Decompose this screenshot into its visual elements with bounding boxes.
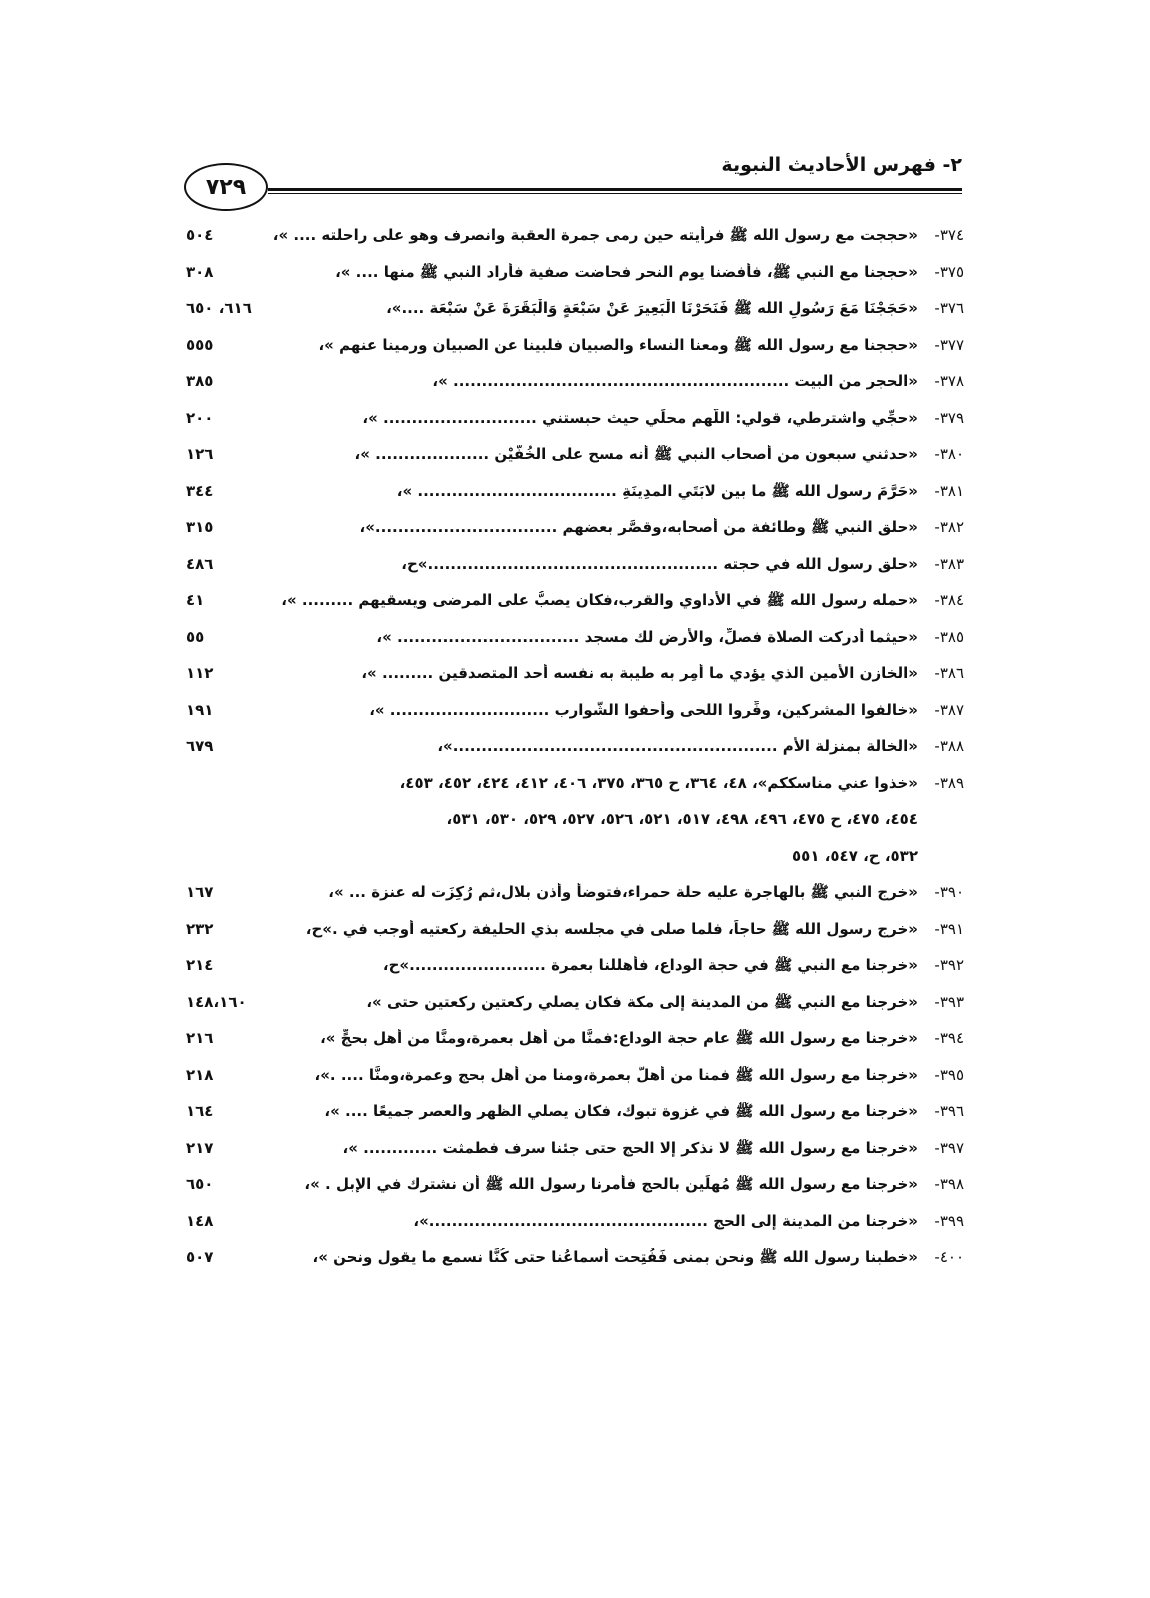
entry-number: ٣٩٦- — [934, 1102, 964, 1120]
section-title: ٢- فهرس الأحاديث النبوية — [721, 154, 962, 176]
entry-page-ref: ٢٣٢ — [186, 919, 214, 938]
entry-page-ref: ٢١٧ — [186, 1138, 214, 1157]
entry-number: ٣٨٩- — [934, 773, 964, 792]
entry-number: ٣٩٩- — [934, 1211, 964, 1230]
entry-page-ref: ١٦٧ — [186, 883, 214, 901]
entry-text: «حججنا مع النبي ﷺ، فأفضنا يوم النحر فحاضت صفية فأراد النبي ﷺ منها .... »، — [335, 262, 918, 281]
entry-number: ٣٨١- — [934, 481, 964, 500]
entry-page-ref: ١٩١ — [186, 700, 214, 719]
index-entry — [186, 993, 964, 1030]
entry-text: «الخازن الأمين الذي يؤدي ما أُمِر به طيبة به نفسه أحد المتصدقين ......... »، — [361, 664, 918, 682]
entry-page-ref: ٥٠٧ — [186, 1248, 214, 1266]
entry-text: «خرجنا مع رسول الله ﷺ عام حجة الوداع:فمنَّا من أهل بعمرة،ومنَّا من أهل بحجٍّ »، — [320, 1029, 918, 1047]
header-rule-thin — [268, 193, 962, 194]
entry-number: ٣٩٥- — [934, 1065, 964, 1084]
entry-page-ref: ٣٠٨ — [186, 262, 214, 281]
entry-text: «حَرَّمَ رسول الله ﷺ ما بين لابَتَي المدِينَةِ ................................... »، — [396, 481, 918, 500]
entry-page-ref: ١١٢ — [186, 664, 214, 682]
entry-number: ٣٩٧- — [934, 1138, 964, 1157]
entry-number: ٣٩٢- — [934, 956, 964, 974]
header-rule — [268, 188, 962, 191]
entry-text: «خرجنا مع رسول الله ﷺ مُهلِّين بالحج فأمرنا رسول الله ﷺ أن نشترك في الإبل . »، — [304, 1175, 918, 1193]
entry-number: ٣٨٠- — [934, 445, 964, 463]
entry-number: ٣٧٩- — [934, 408, 964, 427]
entry-text: «الحجر من البيت ........................................................... »، — [432, 372, 918, 390]
entry-text: «خرجنا مع النبي ﷺ من المدينة إلى مكة فكان يصلي ركعتين ركعتين حتى »، — [366, 992, 918, 1011]
entry-number: ٣٧٤- — [934, 226, 964, 244]
index-entry — [186, 701, 964, 738]
entry-page-ref: ٢٠٠ — [186, 408, 214, 427]
entry-text: «حججنا مع رسول الله ﷺ ومعنا النساء والصبيان فلبينا عن الصبيان ورمينا عنهم »، — [318, 335, 918, 354]
entry-text: «حمله رسول الله ﷺ في الأداوي والقرب،فكان يصبُّ على المرضى ويسقيهم ......... »، — [281, 591, 918, 609]
index-entry — [186, 1066, 964, 1103]
entry-text: «الخالة بمنزلة الأم .........................................................»، — [437, 737, 918, 755]
index-entry — [186, 628, 964, 665]
entry-number: ٣٩٣- — [934, 992, 964, 1011]
entry-text: «خرجنا مع رسول الله ﷺ لا نذكر إلا الحج حتى جئنا سرف فطمثت ............. »، — [342, 1138, 918, 1157]
entry-page-ref: ٣١٥ — [186, 518, 214, 536]
index-entry — [186, 409, 964, 446]
entry-page-ref: ٢١٦ — [186, 1029, 214, 1047]
index-entry — [186, 883, 964, 920]
entry-text-line1: «خذوا عني مناسككم»، ٤٨، ٣٦٤، ح ٣٦٥، ٣٧٥، ٤٠٦، ٤١٢، ٤٢٤، ٤٥٢، ٤٥٣، — [399, 773, 918, 792]
entry-page-ref: ٥٥٥ — [186, 335, 214, 354]
index-entry — [186, 445, 964, 482]
index-entry — [186, 555, 964, 592]
entry-page-ref: ٤٨٦ — [186, 554, 214, 573]
index-entry — [186, 1212, 964, 1249]
index-entry — [186, 956, 964, 993]
entry-page-ref: ٤١ — [186, 591, 205, 609]
index-entry — [186, 263, 964, 300]
entry-number: ٣٨٦- — [934, 664, 964, 682]
entry-number: ٣٨٨- — [934, 737, 964, 755]
index-entry — [186, 518, 964, 555]
entry-page-ref: ٥٠٤ — [186, 226, 214, 244]
index-entry — [186, 336, 964, 373]
entry-number: ٤٠٠- — [934, 1248, 964, 1266]
entry-text: «خرجنا من المدينة إلى الحج .................................................»، — [413, 1211, 918, 1230]
entry-text: «خالفوا المشركين، وفِّروا اللحى وأحفوا الشَّوارب ............................ »، — [369, 700, 918, 719]
entry-text: «خرجنا مع رسول الله ﷺ في غزوة تبوك، فكان يصلي الظهر والعصر جميعًا .... »، — [324, 1102, 918, 1120]
entry-text: «خرج رسول الله ﷺ حاجاً، فلما صلى في مجلسه بذي الحليفة ركعتيه أوجب في .»ح، — [305, 919, 918, 938]
entry-text: «حَجَجْنَا مَعَ رَسُولِ الله ﷺ فَنَحَرْنَا الْبَعِيرَ عَنْ سَبْعَةٍ وَالْبَقَرَةَ عَنْ سَبْعَة ....»، — [386, 299, 918, 317]
entry-number: ٣٧٧- — [934, 335, 964, 354]
index-entry — [186, 920, 964, 957]
index-entry — [186, 591, 964, 628]
entry-text: «حلق النبي ﷺ وطائفة من أصحابه،وقصَّر بعضهم ................................»، — [359, 518, 918, 536]
entry-text: «حجِّي واشترطي، قولي: اللَّهم محلِّي حيث حبستني ........................... »، — [362, 408, 918, 427]
index-entry — [186, 1139, 964, 1176]
index-entry — [186, 372, 964, 409]
entry-number: ٣٧٥- — [934, 262, 964, 281]
index-entry — [186, 1029, 964, 1066]
entry-text-line3: ٥٣٢، ح، ٥٤٧، ٥٥١ — [792, 846, 918, 865]
entry-page-ref: ٢١٤ — [186, 956, 214, 974]
entry-text: «خرجنا مع النبي ﷺ في حجة الوداع، فأهللنا بعمرة ........................»ح، — [382, 956, 918, 974]
entry-page-ref: ٦١٦، ٦٥٠ — [186, 299, 252, 317]
index-entry — [186, 482, 964, 519]
entry-text: «حلق رسول الله في حجته ...................................................»ح، — [401, 554, 918, 573]
entry-page-ref: ٣٨٥ — [186, 372, 214, 390]
entry-number: ٣٩٤- — [934, 1029, 964, 1047]
entry-page-ref: ٥٥ — [186, 627, 205, 646]
entry-page-ref: ١٦٤ — [186, 1102, 214, 1120]
entry-page-ref: ١٤٨ — [186, 1211, 214, 1230]
entry-number: ٣٧٦- — [934, 299, 964, 317]
page-number-badge: ٧٢٩ — [184, 163, 268, 211]
index-entry — [186, 664, 964, 701]
entry-text: «خرجنا مع رسول الله ﷺ فمنا من أهلَّ بعمرة،ومنا من أهل بحج وعمرة،ومنَّا .... .»، — [314, 1065, 918, 1084]
entry-page-ref: ٢١٨ — [186, 1065, 214, 1084]
entry-number: ٣٩١- — [934, 919, 964, 938]
entry-number: ٣٩٠- — [934, 883, 964, 901]
index-entry — [186, 1102, 964, 1139]
entry-page-ref: ٣٤٤ — [186, 481, 214, 500]
entry-text: «حيثما أدركت الصلاة فصلِّ، والأرض لك مسجد ................................ »، — [376, 627, 918, 646]
entry-number: ٣٨٥- — [934, 627, 964, 646]
entry-text: «خطبنا رسول الله ﷺ ونحن بمنى فَفُتِحت أسماعُنا حتى كُنَّا نسمع ما يقول ونحن »، — [312, 1248, 918, 1266]
entry-number: ٣٨٤- — [934, 591, 964, 609]
index-entry-multiline — [186, 774, 964, 811]
entry-text: «حججت مع رسول الله ﷺ فرأيته حين رمى جمرة العقبة وانصرف وهو على راحلته .... »، — [272, 226, 918, 244]
index-entry — [186, 737, 964, 774]
entry-number: ٣٧٨- — [934, 372, 964, 390]
entry-number: ٣٩٨- — [934, 1175, 964, 1193]
index-entry — [186, 1175, 964, 1212]
index-entry — [186, 299, 964, 336]
entry-text-line2: ٤٥٤، ٤٧٥، ح ٤٧٥، ٤٩٦، ٤٩٨، ٥١٧، ٥٢١، ٥٢٦، ٥٢٧، ٥٢٩، ٥٣٠، ٥٣١، — [446, 810, 918, 828]
index-entry — [186, 1248, 964, 1285]
entry-page-ref: ١٤٨،١٦٠ — [186, 992, 247, 1011]
hadith-index-list — [186, 226, 964, 1285]
entry-text: «حدثني سبعون من أصحاب النبي ﷺ أنه مسح على الخُفَّيْن .................... »، — [354, 445, 918, 463]
entry-page-ref: ١٢٦ — [186, 445, 214, 463]
entry-number: ٣٨٧- — [934, 700, 964, 719]
entry-number: ٣٨٣- — [934, 554, 964, 573]
entry-page-ref: ٦٥٠ — [186, 1175, 214, 1193]
index-entry — [186, 226, 964, 263]
entry-page-ref: ٦٧٩ — [186, 737, 214, 755]
entry-number: ٣٨٢- — [934, 518, 964, 536]
entry-text: «خرج النبي ﷺ بالهاجرة عليه حلة حمراء،فتوضأ وأذن بلال،ثم رُكِزَت له عنزة ... »، — [328, 883, 918, 901]
